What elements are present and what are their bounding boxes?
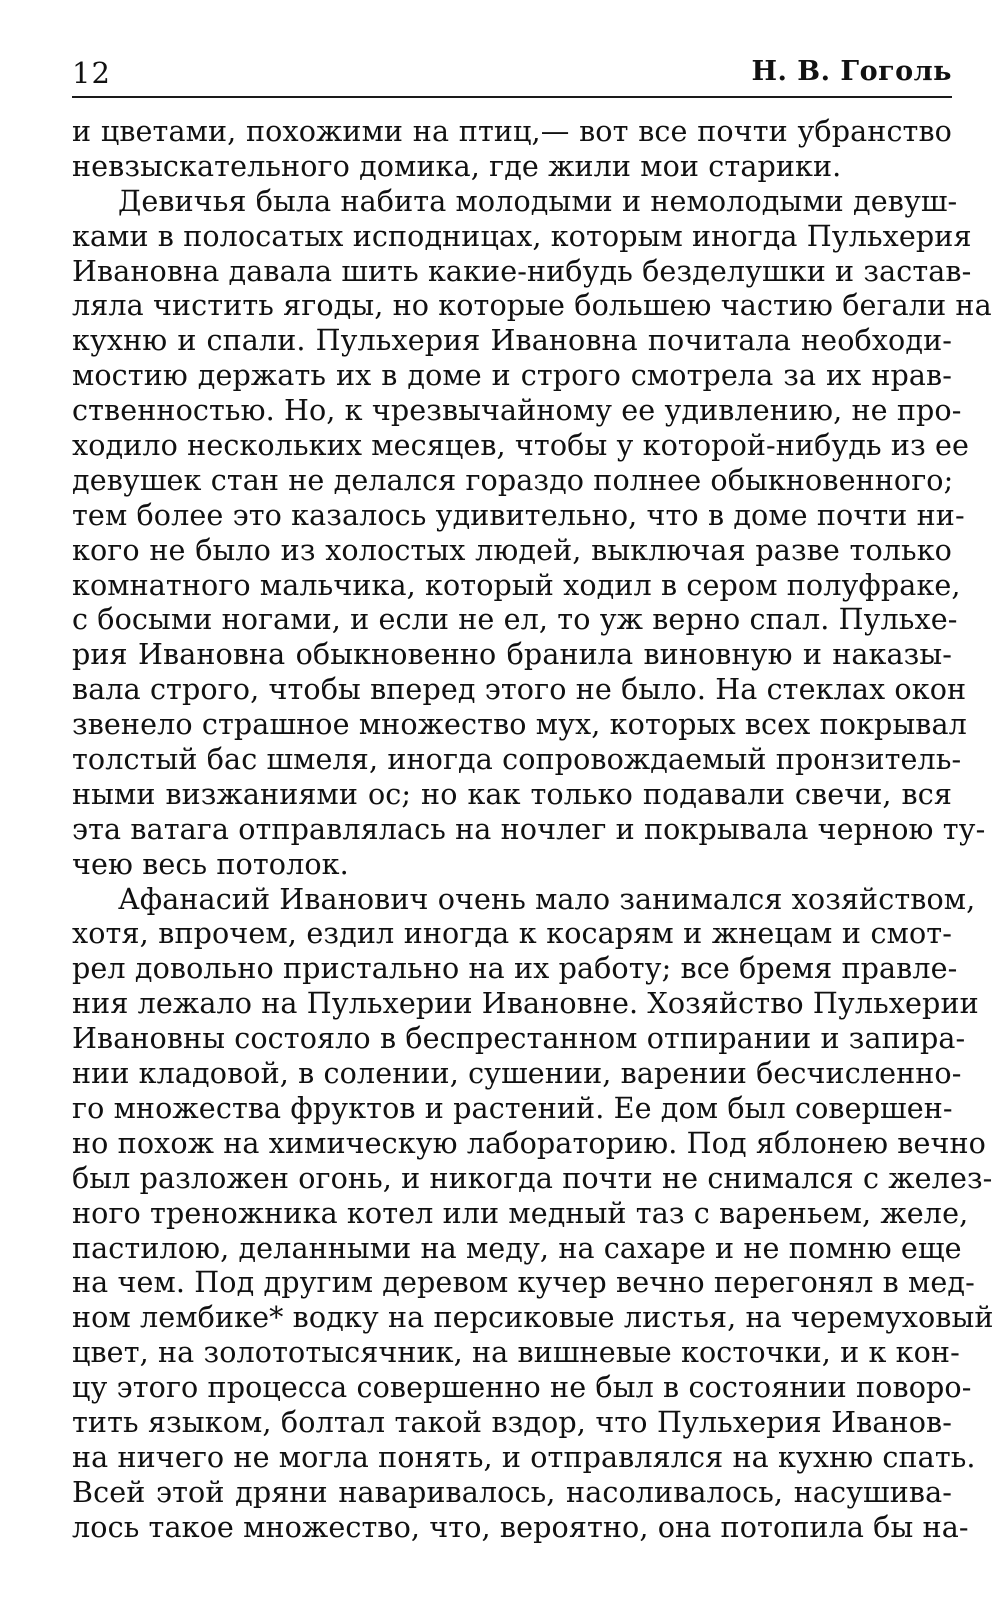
text-line: Девичья была набита молодыми и немолодыми девуш-	[118, 183, 958, 218]
text-line: Всей этой дряни наваривалось, насоливалось, насушива-	[72, 1474, 952, 1509]
text-line: ляла чистить ягоды, но которые большею частию бегали на	[72, 288, 992, 323]
text-line: ственностью. Но, к чрезвычайному ее удивлению, не про-	[72, 393, 962, 428]
text-line: но похож на химическую лабораторию. Под яблонею вечно	[72, 1125, 986, 1160]
text-line: на ничего не могла понять, и отправлялся на кухню спать.	[72, 1439, 976, 1474]
text-line: рел довольно пристально на их работу; все бремя правле-	[72, 951, 958, 986]
running-title: Н. В. Гоголь	[751, 56, 952, 87]
text-line: ходило нескольких месяцев, чтобы у которой-нибудь из ее	[72, 428, 970, 463]
text-line: звенело страшное множество мух, которых всех покрывал	[72, 707, 967, 742]
page-number: 12	[72, 56, 111, 90]
text-line: цвет, на золототысячник, на вишневые косточки, и к кон-	[72, 1335, 960, 1370]
text-line: девушек стан не делался гораздо полнее обыкновенного;	[72, 462, 954, 497]
text-line: го множества фруктов и растений. Ее дом был совершен-	[72, 1090, 953, 1125]
body-text	[72, 114, 994, 1545]
text-line: пастилою, деланными на меду, на сахаре и не помню еще	[72, 1230, 962, 1265]
text-line: с босыми ногами, и если не ел, то уж верно спал. Пульхе-	[72, 602, 958, 637]
text-line: невзыскательного домика, где жили мои старики.	[72, 148, 842, 183]
text-line: толстый бас шмеля, иногда сопровождаемый пронзитель-	[72, 742, 962, 777]
text-line: кого не было из холостых людей, выключая разве только	[72, 532, 952, 567]
text-line: был разложен огонь, и никогда почти не снимался с желез-	[72, 1160, 993, 1195]
text-line: на чем. Под другим деревом кучер вечно перегонял в мед-	[72, 1265, 975, 1300]
text-line: ного треножника котел или медный таз с вареньем, желе,	[72, 1195, 969, 1230]
text-line: ными визжаниями ос; но как только подавали свечи, вся	[72, 776, 952, 811]
text-line: кухню и спали. Пульхерия Ивановна почитала необходи-	[72, 323, 952, 358]
text-line: эта ватага отправлялась на ночлег и покрывала черною ту-	[72, 811, 986, 846]
text-line: мостию держать их в доме и строго смотрела за их нрав-	[72, 358, 952, 393]
text-line: Афанасий Иванович очень мало занимался хозяйством,	[118, 881, 976, 916]
text-line: чею весь потолок.	[72, 846, 349, 881]
text-line: рия Ивановна обыкновенно бранила виновную и наказы-	[72, 637, 952, 672]
text-line: Ивановна давала шить какие-нибудь безделушки и застав-	[72, 253, 972, 288]
book-page	[72, 50, 994, 1545]
text-line: тить языком, болтал такой вздор, что Пульхерия Иванов-	[72, 1404, 952, 1439]
text-line: хотя, впрочем, ездил иногда к косарям и жнецам и смот-	[72, 916, 952, 951]
text-line: ками в полосатых исподницах, которым иногда Пульхерия	[72, 218, 972, 253]
running-header	[72, 50, 952, 98]
text-line: комнатного мальчика, который ходил в сером полуфраке,	[72, 567, 961, 602]
text-line: Ивановны состояло в беспрестанном отпирании и запира-	[72, 1021, 966, 1056]
text-line: ном лембике* водку на персиковые листья, на черемуховый	[72, 1300, 994, 1335]
text-line: и цветами, похожими на птиц,— вот все почти убранство	[72, 114, 952, 148]
text-line: вала строго, чтобы вперед этого не было. На стеклах окон	[72, 672, 967, 707]
text-line: цу этого процесса совершенно не был в состоянии поворо-	[72, 1370, 972, 1405]
text-line: тем более это казалось удивительно, что в доме почти ни-	[72, 497, 965, 532]
text-line: ния лежало на Пульхерии Ивановне. Хозяйство Пульхерии	[72, 986, 979, 1021]
text-line: лось такое множество, что, вероятно, она потопила бы на-	[72, 1509, 969, 1544]
text-line: нии кладовой, в солении, сушении, варении бесчисленно-	[72, 1056, 962, 1091]
